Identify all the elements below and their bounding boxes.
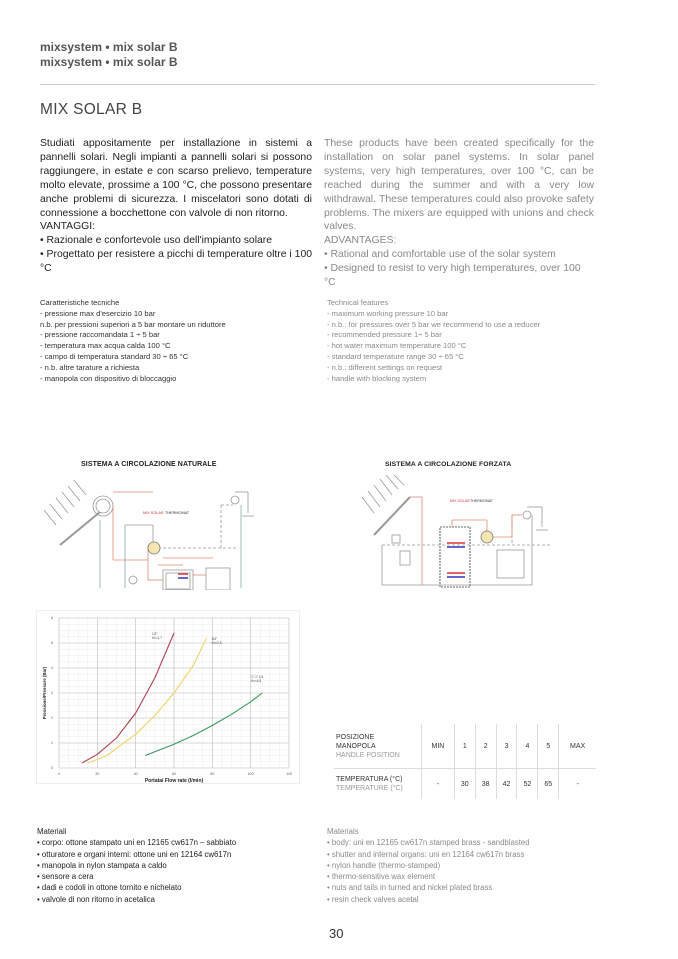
pressure-flow-chart	[36, 610, 300, 784]
position-cell: MAX	[559, 724, 596, 769]
advantage-it-2: • Progettato per resistere a picchi di temperature oltre i 100 °C	[40, 249, 312, 275]
technical-en-title: Technical features	[327, 298, 389, 307]
table-row-positions	[334, 724, 596, 769]
svg-text:1: 1	[51, 741, 53, 746]
technical-en-item: - standard temperature range 30 ÷ 65 °C	[327, 351, 464, 361]
chart-canvas	[37, 611, 299, 783]
technical-en-item: - maximum working pressure 10 bar	[327, 308, 449, 318]
temperature-cell: 52	[517, 769, 538, 800]
technical-en-item: - recommended pressure 1÷ 5 bar	[327, 330, 442, 340]
diagram-natural-label: THERMOMAT	[165, 511, 190, 515]
temperature-cell: -	[422, 769, 455, 800]
materials-it-item: • dadi e codoli in ottone tornito e nichelato	[37, 883, 182, 893]
materials-en-item: • body: uni en 12165 cw617n stamped brass - sandblasted	[327, 838, 530, 848]
technical-it-item: - manopola con dispositivo di bloccaggio	[40, 373, 177, 383]
temperature-cell: -	[576, 780, 579, 788]
temperature-cell: 38	[475, 769, 496, 800]
materials-en-item: • nuts and tails in turned and nickel plated brass	[327, 883, 493, 893]
diagram-forced-label: THERMOMAT	[470, 499, 493, 503]
technical-it-item: - temperatura max acqua calda 100 °C	[40, 341, 171, 351]
technical-en-item: - handle with blocking system	[327, 373, 427, 383]
materials-en-title: Materials	[327, 827, 359, 836]
materials-en-item: • nylon handle (thermo-stamped)	[327, 860, 441, 870]
advantage-en-2: • Designed to resist to very high temperatures, over 100 °C	[324, 263, 581, 289]
materials-it-item: • sensore a cera	[37, 872, 94, 882]
forced-circulation-diagram	[362, 475, 582, 590]
header-line-2: mixsystem • mix solar B	[40, 55, 178, 69]
technical-en-item: - n.b.: for pressures over 5 bar we recommend to use a reducer	[327, 319, 541, 329]
position-cell: 5	[538, 724, 559, 769]
technical-it-item: - campo di temperatura standard 30 ÷ 65 °C	[40, 351, 189, 361]
position-cell: 2	[475, 724, 496, 769]
svg-text:Kv=2,5: Kv=2,5	[211, 641, 222, 645]
svg-text:0: 0	[58, 772, 60, 776]
temperature-cell: 30	[454, 769, 475, 800]
description-it-paragraph: Studiati appositamente per installazione in sistemi a pannelli solari. Negli impianti a pannelli solari si possono raggiungere, in estate e con scarso prelievo, temperature molto elevate, prossime a 100 °C, che possono presentare anche problemi di sicurezza. I miscelatori sono dotati di connessione a bocchettone con valvole di non ritorno.	[40, 138, 312, 219]
description-it	[40, 137, 312, 276]
svg-text:60: 60	[172, 772, 176, 776]
svg-text:0: 0	[51, 766, 53, 771]
svg-text:1"-1" 1/4: 1"-1" 1/4	[251, 675, 264, 679]
svg-text:100: 100	[247, 772, 254, 776]
svg-text:Pressione/Pressure (Bar): Pressione/Pressure (Bar)	[42, 666, 47, 720]
materials-it-title: Materiali	[37, 827, 67, 836]
svg-text:4: 4	[51, 666, 53, 671]
page-number: 30	[329, 926, 344, 941]
materials-it-item: • valvole di non ritorno in acetalica	[37, 894, 156, 904]
label-posizione: POSIZIONE	[336, 733, 375, 741]
svg-text:Kv=1,7: Kv=1,7	[152, 636, 163, 640]
label-manopola: MANOPOLA	[336, 742, 376, 750]
materials-it-item: • otturatore e organi interni: ottone uni en 12164 cw617n	[37, 849, 232, 859]
page-title: MIX SOLAR B	[40, 101, 143, 118]
label-temperature: TEMPERATURE (°C)	[336, 785, 403, 792]
handle-position-table	[334, 724, 596, 799]
svg-text:20: 20	[95, 772, 100, 776]
technical-it-item: n.b. per pressioni superiori a 5 bar montare un riduttore	[40, 319, 226, 329]
position-cell: MIN	[422, 724, 455, 769]
technical-it-title: Caratteristiche tecniche	[40, 298, 120, 307]
positions-label	[334, 724, 422, 769]
technical-it	[40, 298, 310, 384]
header-line-1: mixsystem • mix solar B	[40, 40, 178, 54]
advantage-en-1: • Rational and comfortable use of the solar system	[324, 249, 556, 261]
position-cell: 4	[517, 724, 538, 769]
materials-en-item: • thermo-sensitive wax element	[327, 872, 436, 882]
svg-text:3/4": 3/4"	[211, 637, 218, 641]
advantage-it-1: • Razionale e confortevole uso dell'impianto solare	[40, 235, 273, 247]
position-cell: 3	[496, 724, 517, 769]
svg-text:Portata/ Flow rate (l/min): Portata/ Flow rate (l/min)	[144, 778, 204, 783]
technical-en	[327, 298, 597, 384]
header-divider	[40, 84, 595, 85]
technical-it-item: - pressione max d'esercizio 10 bar	[40, 308, 156, 318]
svg-text:Kv=4,5: Kv=4,5	[251, 679, 262, 683]
diagram-natural-title: SISTEMA A CIRCOLAZIONE NATURALE	[81, 461, 217, 468]
svg-text:5: 5	[51, 641, 53, 646]
technical-it-item: - pressione raccomandata 1 ÷ 5 bar	[40, 330, 160, 340]
label-handle-position: HANDLE POSITION	[336, 751, 400, 759]
temperature-cell: 42	[496, 769, 517, 800]
temperature-cell: 65	[538, 769, 559, 800]
materials-en-item: • shutter and internal organs: uni en 12164 cw617n brass	[327, 849, 525, 859]
materials-en	[327, 826, 597, 905]
position-cell: 1	[454, 724, 475, 769]
natural-circulation-diagram	[38, 470, 268, 590]
advantages-it-label: VANTAGGI:	[40, 221, 96, 233]
diagram-forced-label-red: MIX SOLAR	[450, 499, 470, 503]
table-row-temperatures	[334, 769, 596, 800]
svg-text:120: 120	[286, 772, 292, 776]
materials-it-item: • manopola in nylon stampata a caldo	[37, 860, 167, 870]
materials-it	[37, 826, 307, 905]
svg-text:1/2": 1/2"	[152, 632, 158, 636]
diagram-forced-title: SISTEMA A CIRCOLAZIONE FORZATA	[385, 461, 512, 468]
technical-en-item: - n.b.: different settings on request	[327, 362, 443, 372]
svg-text:3: 3	[51, 691, 53, 696]
description-en-paragraph: These products have been created specifically for the installation on solar panel systems. In solar panel systems, very high temperatures, over 100 °C, can be reached during the summer and with a very low withdrawal. These temperatures could also provoke safety problems. The mixers are equipped with unions and check valves.	[324, 138, 594, 233]
svg-text:2: 2	[51, 716, 53, 721]
materials-en-item: • resin check valves acetal	[327, 894, 419, 904]
diagram-natural-label-red: MIX SOLAR	[143, 511, 164, 515]
label-temperatura: TEMPERATURA (°C)	[336, 776, 403, 783]
materials-it-item: • corpo: ottone stampato uni en 12165 cw617n – sabbiato	[37, 838, 237, 848]
advantages-en-label: ADVANTAGES:	[324, 235, 397, 247]
description-en	[324, 137, 594, 290]
technical-en-item: - hot water maximum temperature 100 °C	[327, 341, 467, 351]
svg-text:40: 40	[133, 772, 138, 776]
technical-it-item: - n.b. altre tarature a richiesta	[40, 362, 140, 372]
temperature-label	[334, 769, 422, 800]
svg-text:6: 6	[51, 616, 53, 621]
svg-text:80: 80	[210, 772, 215, 776]
running-header	[40, 40, 178, 70]
